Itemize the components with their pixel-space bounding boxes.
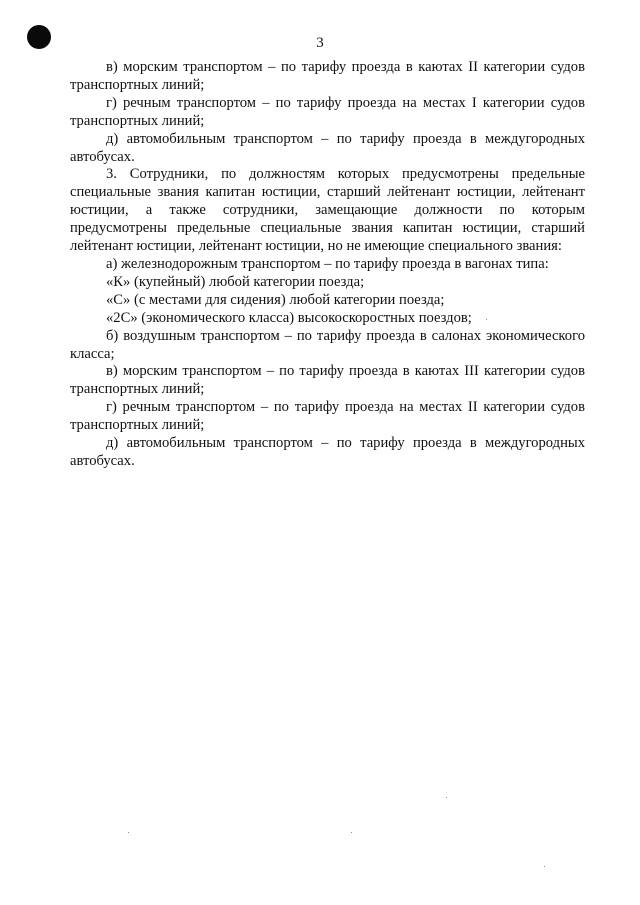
paragraph-sea-transport-cat-2: в) морским транспортом – по тарифу проезда в каютах II категории судов транспортных линий;	[70, 59, 585, 93]
paragraph-section-3: 3. Сотрудники, по должностям которых предусмотрены предельные специальные звания капитан юстиции, старший лейтенант юстиции, лейтенант юстиции, а также сотрудники, замещающие должности по которым предусмотрены предельные специальные звания капитан юстиции, старший лейтенант юстиции, лейтенант юстиции, но не имеющие специального звания:	[70, 166, 585, 255]
scan-speck	[446, 797, 447, 798]
paragraph-bus-transport: д) автомобильным транспортом – по тарифу проезда в междугородных автобусах.	[70, 130, 585, 165]
paragraph-rail-transport: а) железнодорожным транспортом – по тарифу проезда в вагонах типа:	[106, 255, 549, 272]
paragraph-rail-type-2s: «2С» (экономического класса) высокоскоростных поездов;	[106, 309, 472, 326]
paragraph-rail-type-s: «С» (с местами для сидения) любой категории поезда;	[106, 291, 445, 308]
scan-speck	[486, 319, 487, 320]
page-number: 3	[316, 35, 324, 51]
paragraph-bus-transport-2: д) автомобильным транспортом – по тарифу проезда в междугородных автобусах.	[70, 435, 585, 469]
scan-speck	[544, 866, 545, 867]
paragraph-rail-type-k: «К» (купейный) любой категории поезда;	[106, 273, 365, 290]
paragraph-river-transport-cat-1: г) речным транспортом – по тарифу проезда на местах I категории судов транспортных линий;	[70, 94, 585, 129]
paragraph-sea-transport-cat-3: в) морским транспортом – по тарифу проезда в каютах III категории судов транспортных линий;	[70, 363, 585, 398]
scan-speck	[351, 832, 352, 833]
paragraph-river-transport-cat-2: г) речным транспортом – по тарифу проезда на местах II категории судов транспортных линий;	[70, 399, 585, 434]
scan-speck	[128, 832, 129, 833]
document-body	[70, 59, 585, 471]
paragraph-air-transport: б) воздушным транспортом – по тарифу проезда в салонах экономического класса;	[70, 327, 585, 362]
